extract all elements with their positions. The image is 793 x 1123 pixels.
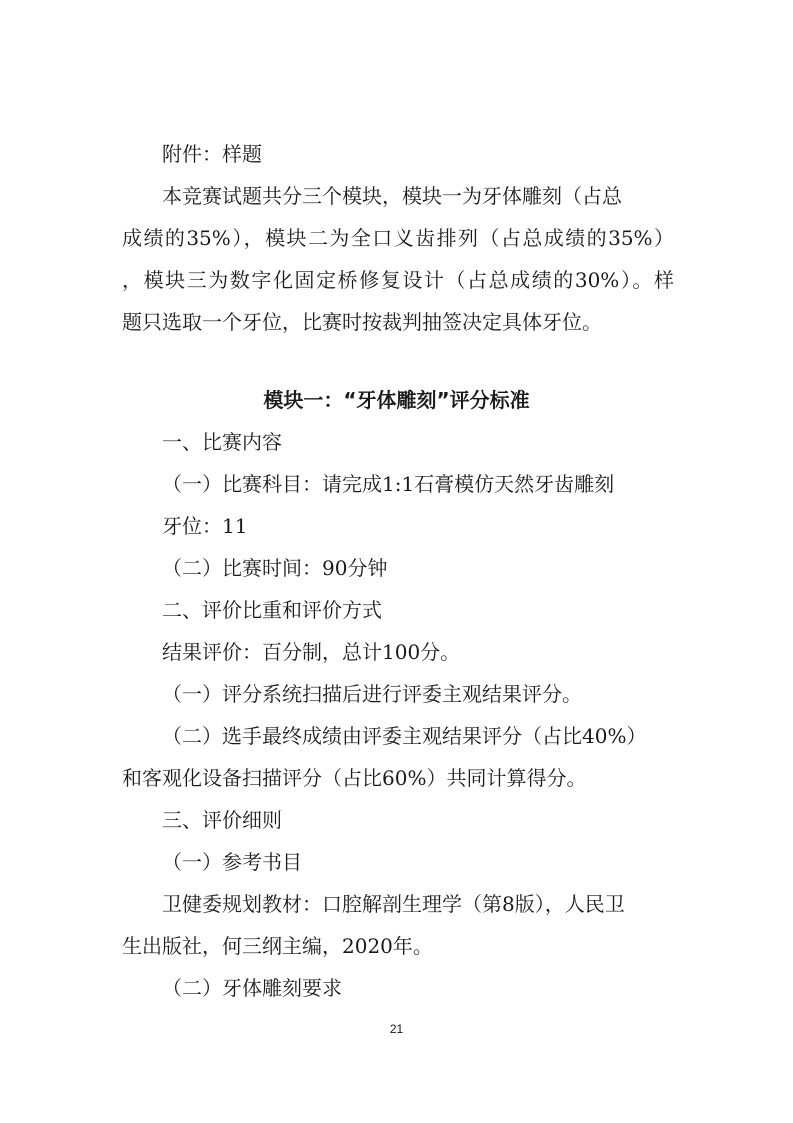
page-number: 21 bbox=[389, 1022, 404, 1036]
section3-item2: （二）牙体雕刻要求 bbox=[162, 976, 342, 1000]
section2-item1: （一）评分系统扫描后进行评委主观结果评分。 bbox=[162, 682, 582, 706]
reference-line-2: 生出版社，何三纲主编，2020年。 bbox=[122, 934, 433, 958]
module1-heading: 模块一：“牙体雕刻”评分标准 bbox=[263, 388, 530, 412]
section1-item1: （一）比赛科目：请完成1:1石膏模仿天然牙齿雕刻 bbox=[162, 472, 615, 496]
intro-line-4: 题只选取一个牙位，比赛时按裁判抽签决定具体牙位。 bbox=[122, 310, 602, 334]
section3-title: 三、评价细则 bbox=[162, 808, 282, 832]
section3-item1: （一）参考书目 bbox=[162, 850, 302, 874]
intro-line-1: 本竞赛试题共分三个模块，模块一为牙体雕刻（占总 bbox=[162, 184, 622, 208]
section1-title: 一、比赛内容 bbox=[162, 430, 282, 454]
section1-item2: （二）比赛时间：90分钟 bbox=[162, 556, 388, 580]
section2-title: 二、评价比重和评价方式 bbox=[162, 598, 382, 622]
reference-line-1: 卫健委规划教材：口腔解剖生理学（第8版），人民卫 bbox=[162, 892, 625, 916]
intro-line-3: ，模块三为数字化固定桥修复设计（占总成绩的30%）。样 bbox=[122, 268, 674, 292]
section2-result: 结果评价：百分制，总计100分。 bbox=[162, 640, 461, 664]
tooth-position: 牙位：11 bbox=[162, 514, 248, 538]
attachment-title: 附件：样题 bbox=[162, 142, 262, 166]
section2-item2-line1: （二）选手最终成绩由评委主观结果评分（占比40%） bbox=[162, 724, 647, 748]
intro-line-2: 成绩的35%），模块二为全口义齿排列（占总成绩的35%） bbox=[122, 226, 674, 250]
section2-item2-line2: 和客观化设备扫描评分（占比60%）共同计算得分。 bbox=[122, 766, 587, 790]
